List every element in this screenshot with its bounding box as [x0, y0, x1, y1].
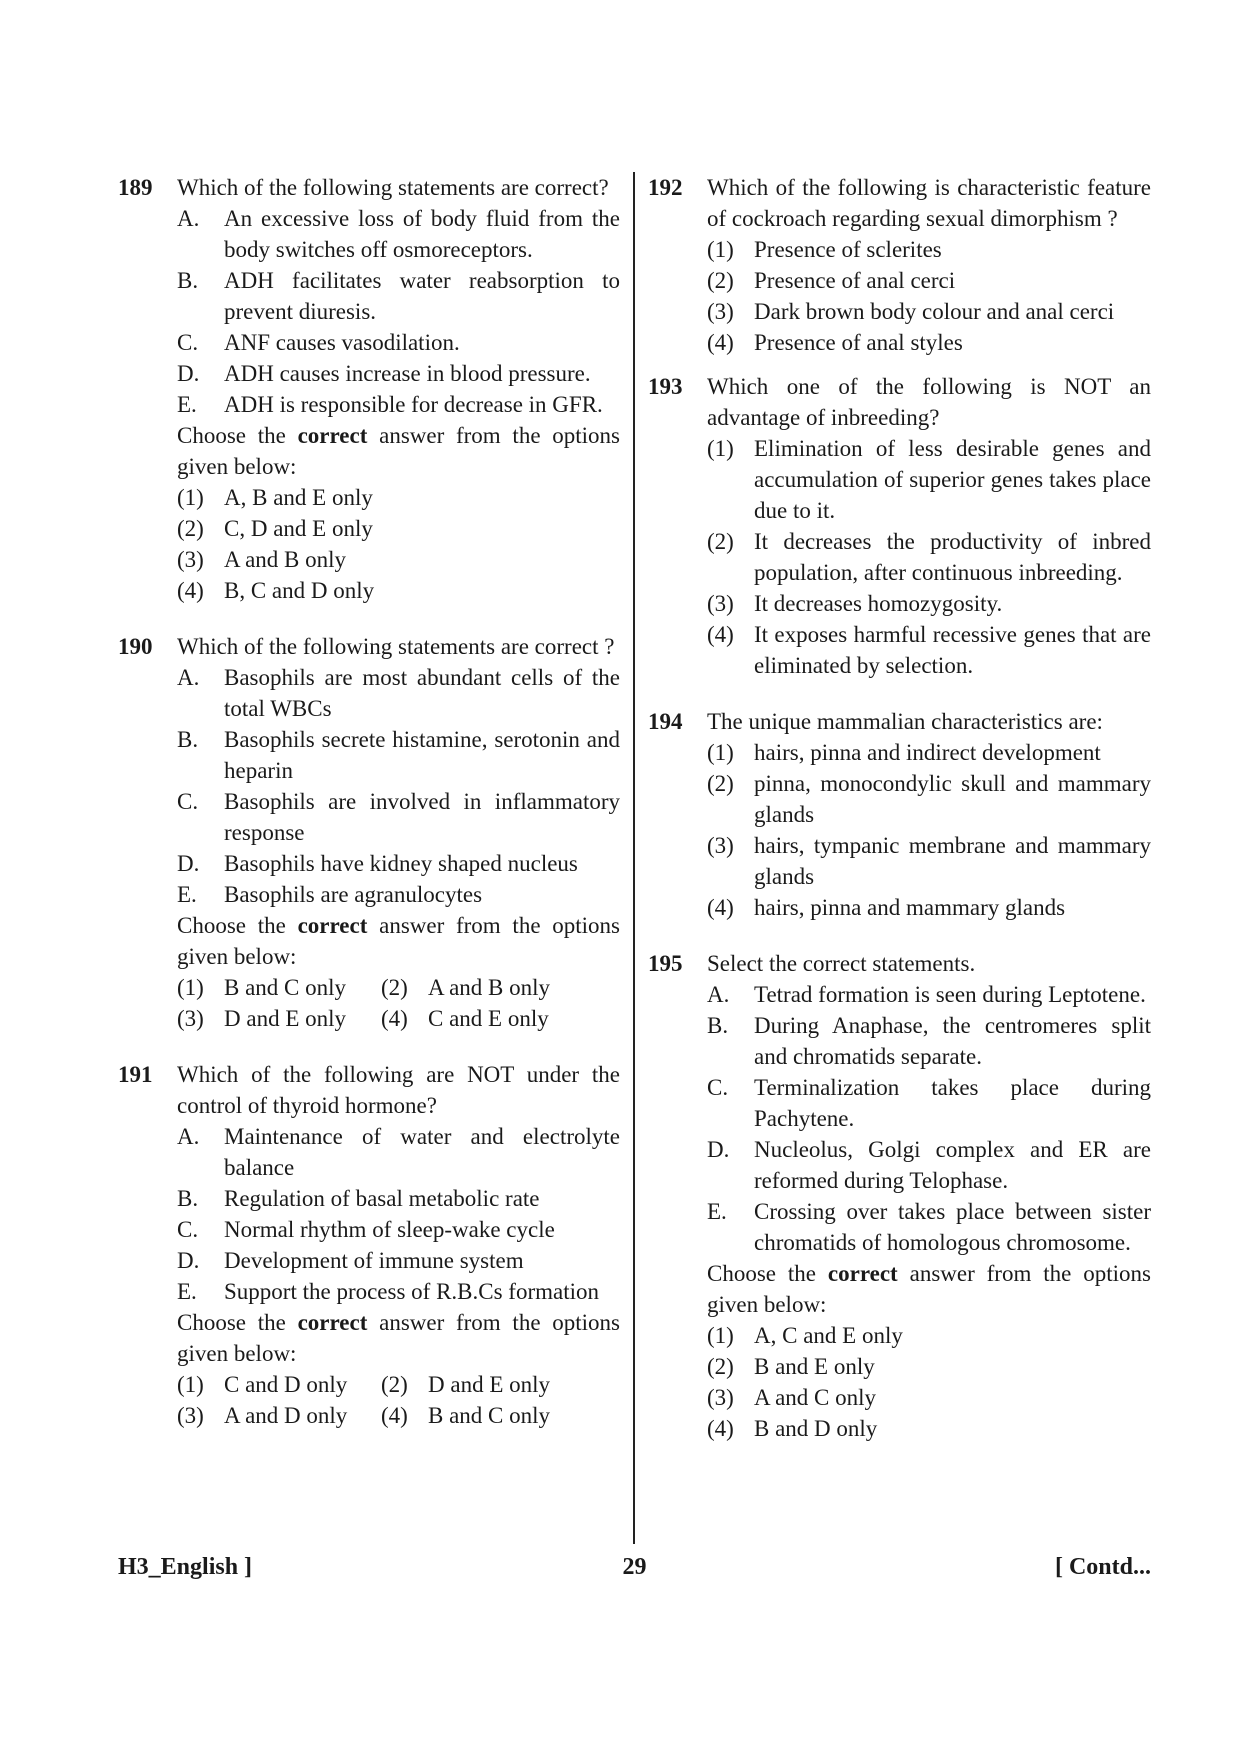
- option-4[interactable]: (4) B and D only: [707, 1416, 878, 1441]
- option-2[interactable]: (2) pinna, monocondylic skull and mammary glands: [707, 771, 1151, 827]
- option-4[interactable]: (4) It exposes harmful recessive genes that are eliminated by selection.: [707, 622, 1151, 678]
- statement-a: A. An excessive loss of body fluid from the body switches off osmoreceptors.: [177, 206, 620, 262]
- question-number: 191: [118, 1062, 153, 1087]
- question-stem: Which of the following statements are correct ?: [177, 634, 615, 659]
- statement-d: D. ADH causes increase in blood pressure.: [177, 361, 591, 386]
- question-stem: Which of the following is characteristic feature of cockroach regarding sexual dimorphism ?: [707, 175, 1151, 231]
- page-number: 29: [622, 1554, 647, 1580]
- statement-c: C. Basophils are involved in inflammatory response: [177, 789, 620, 845]
- question-stem: Which of the following are NOT under the control of thyroid hormone?: [177, 1062, 620, 1118]
- question-number: 194: [648, 709, 683, 734]
- option-3[interactable]: (3) Dark brown body colour and anal cerci: [707, 299, 1115, 324]
- statement-d: D. Nucleolus, Golgi complex and ER are reformed during Telophase.: [707, 1137, 1151, 1193]
- statement-b: B. ADH facilitates water reabsorption to prevent diuresis.: [177, 268, 620, 324]
- statement-e: E. Support the process of R.B.Cs formation: [177, 1279, 599, 1304]
- options-row: [177, 1003, 620, 1034]
- option-2[interactable]: (2) D and E only: [381, 1372, 551, 1397]
- options-row: [177, 1400, 620, 1431]
- option-1[interactable]: (1) hairs, pinna and indirect development: [707, 740, 1101, 765]
- choose-instruction: Choose the correct answer from the options given below:: [177, 1310, 620, 1366]
- statement-d: D. Development of immune system: [177, 1248, 524, 1273]
- statement-a: A. Maintenance of water and electrolyte balance: [177, 1124, 620, 1180]
- statement-e: E. Crossing over takes place between sister chromatids of homologous chromosome.: [707, 1199, 1151, 1255]
- statement-e: E. ADH is responsible for decrease in GFR.: [177, 392, 603, 417]
- question-194: [648, 706, 1151, 923]
- option-3[interactable]: (3) It decreases homozygosity.: [707, 591, 1003, 616]
- question-number: 195: [648, 951, 683, 976]
- option-4[interactable]: (4) Presence of anal styles: [707, 330, 963, 355]
- option-3[interactable]: (3) D and E only: [177, 1006, 347, 1031]
- option-2[interactable]: (2) It decreases the productivity of inbred population, after continuous inbreeding.: [707, 529, 1151, 585]
- options-row: [177, 972, 620, 1003]
- question-stem: Which of the following statements are correct?: [177, 175, 609, 200]
- statement-b: B. Regulation of basal metabolic rate: [177, 1186, 540, 1211]
- choose-instruction: Choose the correct answer from the options given below:: [177, 913, 620, 969]
- question-192: [648, 172, 1151, 358]
- question-number: 193: [648, 374, 683, 399]
- option-3[interactable]: (3) A and D only: [177, 1403, 348, 1428]
- option-4[interactable]: (4) B, C and D only: [177, 578, 375, 603]
- statement-a: A. Tetrad formation is seen during Leptotene.: [707, 982, 1146, 1007]
- option-1[interactable]: (1) C and D only: [177, 1372, 348, 1397]
- statement-c: C. Terminalization takes place during Pachytene.: [707, 1075, 1151, 1131]
- statement-d: D. Basophils have kidney shaped nucleus: [177, 851, 578, 876]
- column-divider: [633, 172, 635, 1544]
- option-3[interactable]: (3) A and C only: [707, 1385, 877, 1410]
- statement-c: C. Normal rhythm of sleep-wake cycle: [177, 1217, 555, 1242]
- question-stem: Select the correct statements.: [707, 951, 976, 976]
- option-1[interactable]: (1) Presence of sclerites: [707, 237, 942, 262]
- option-1[interactable]: (1) A, B and E only: [177, 485, 373, 510]
- option-4[interactable]: (4) hairs, pinna and mammary glands: [707, 895, 1066, 920]
- statement-b: B. Basophils secrete histamine, serotonin and heparin: [177, 727, 620, 783]
- question-191: [118, 1059, 620, 1431]
- statement-e: E. Basophils are agranulocytes: [177, 882, 483, 907]
- option-1[interactable]: (1) Elimination of less desirable genes and accumulation of superior genes takes place due to it.: [707, 436, 1151, 523]
- continued-label: [ Contd...: [1054, 1554, 1151, 1580]
- option-2[interactable]: (2) Presence of anal cerci: [707, 268, 956, 293]
- question-stem: The unique mammalian characteristics are:: [707, 709, 1103, 734]
- statement-b: B. During Anaphase, the centromeres split and chromatids separate.: [707, 1013, 1151, 1069]
- statement-a: A. Basophils are most abundant cells of the total WBCs: [177, 665, 620, 721]
- option-2[interactable]: (2) C, D and E only: [177, 516, 373, 541]
- question-number: 192: [648, 175, 683, 200]
- question-195: [648, 948, 1151, 1444]
- question-number: 190: [118, 634, 153, 659]
- option-4[interactable]: (4) C and E only: [381, 1006, 549, 1031]
- choose-instruction: Choose the correct answer from the options given below:: [177, 423, 620, 479]
- question-stem: Which one of the following is NOT an advantage of inbreeding?: [707, 374, 1151, 430]
- option-2[interactable]: (2) B and E only: [707, 1354, 875, 1379]
- left-column: [118, 172, 620, 1431]
- right-column: [648, 172, 1151, 1444]
- option-1[interactable]: (1) B and C only: [177, 975, 347, 1000]
- option-1[interactable]: (1) A, C and E only: [707, 1323, 903, 1348]
- question-190: [118, 631, 620, 1034]
- question-number: 189: [118, 175, 153, 200]
- booklet-code: H3_English ]: [118, 1554, 253, 1580]
- option-4[interactable]: (4) B and C only: [381, 1403, 551, 1428]
- choose-instruction: Choose the correct answer from the options given below:: [707, 1261, 1151, 1317]
- option-2[interactable]: (2) A and B only: [381, 975, 551, 1000]
- question-189: [118, 172, 620, 606]
- option-3[interactable]: (3) hairs, tympanic membrane and mammary glands: [707, 833, 1151, 889]
- options-row: [177, 1369, 620, 1400]
- statement-c: C. ANF causes vasodilation.: [177, 330, 460, 355]
- option-3[interactable]: (3) A and B only: [177, 547, 347, 572]
- question-193: [648, 371, 1151, 681]
